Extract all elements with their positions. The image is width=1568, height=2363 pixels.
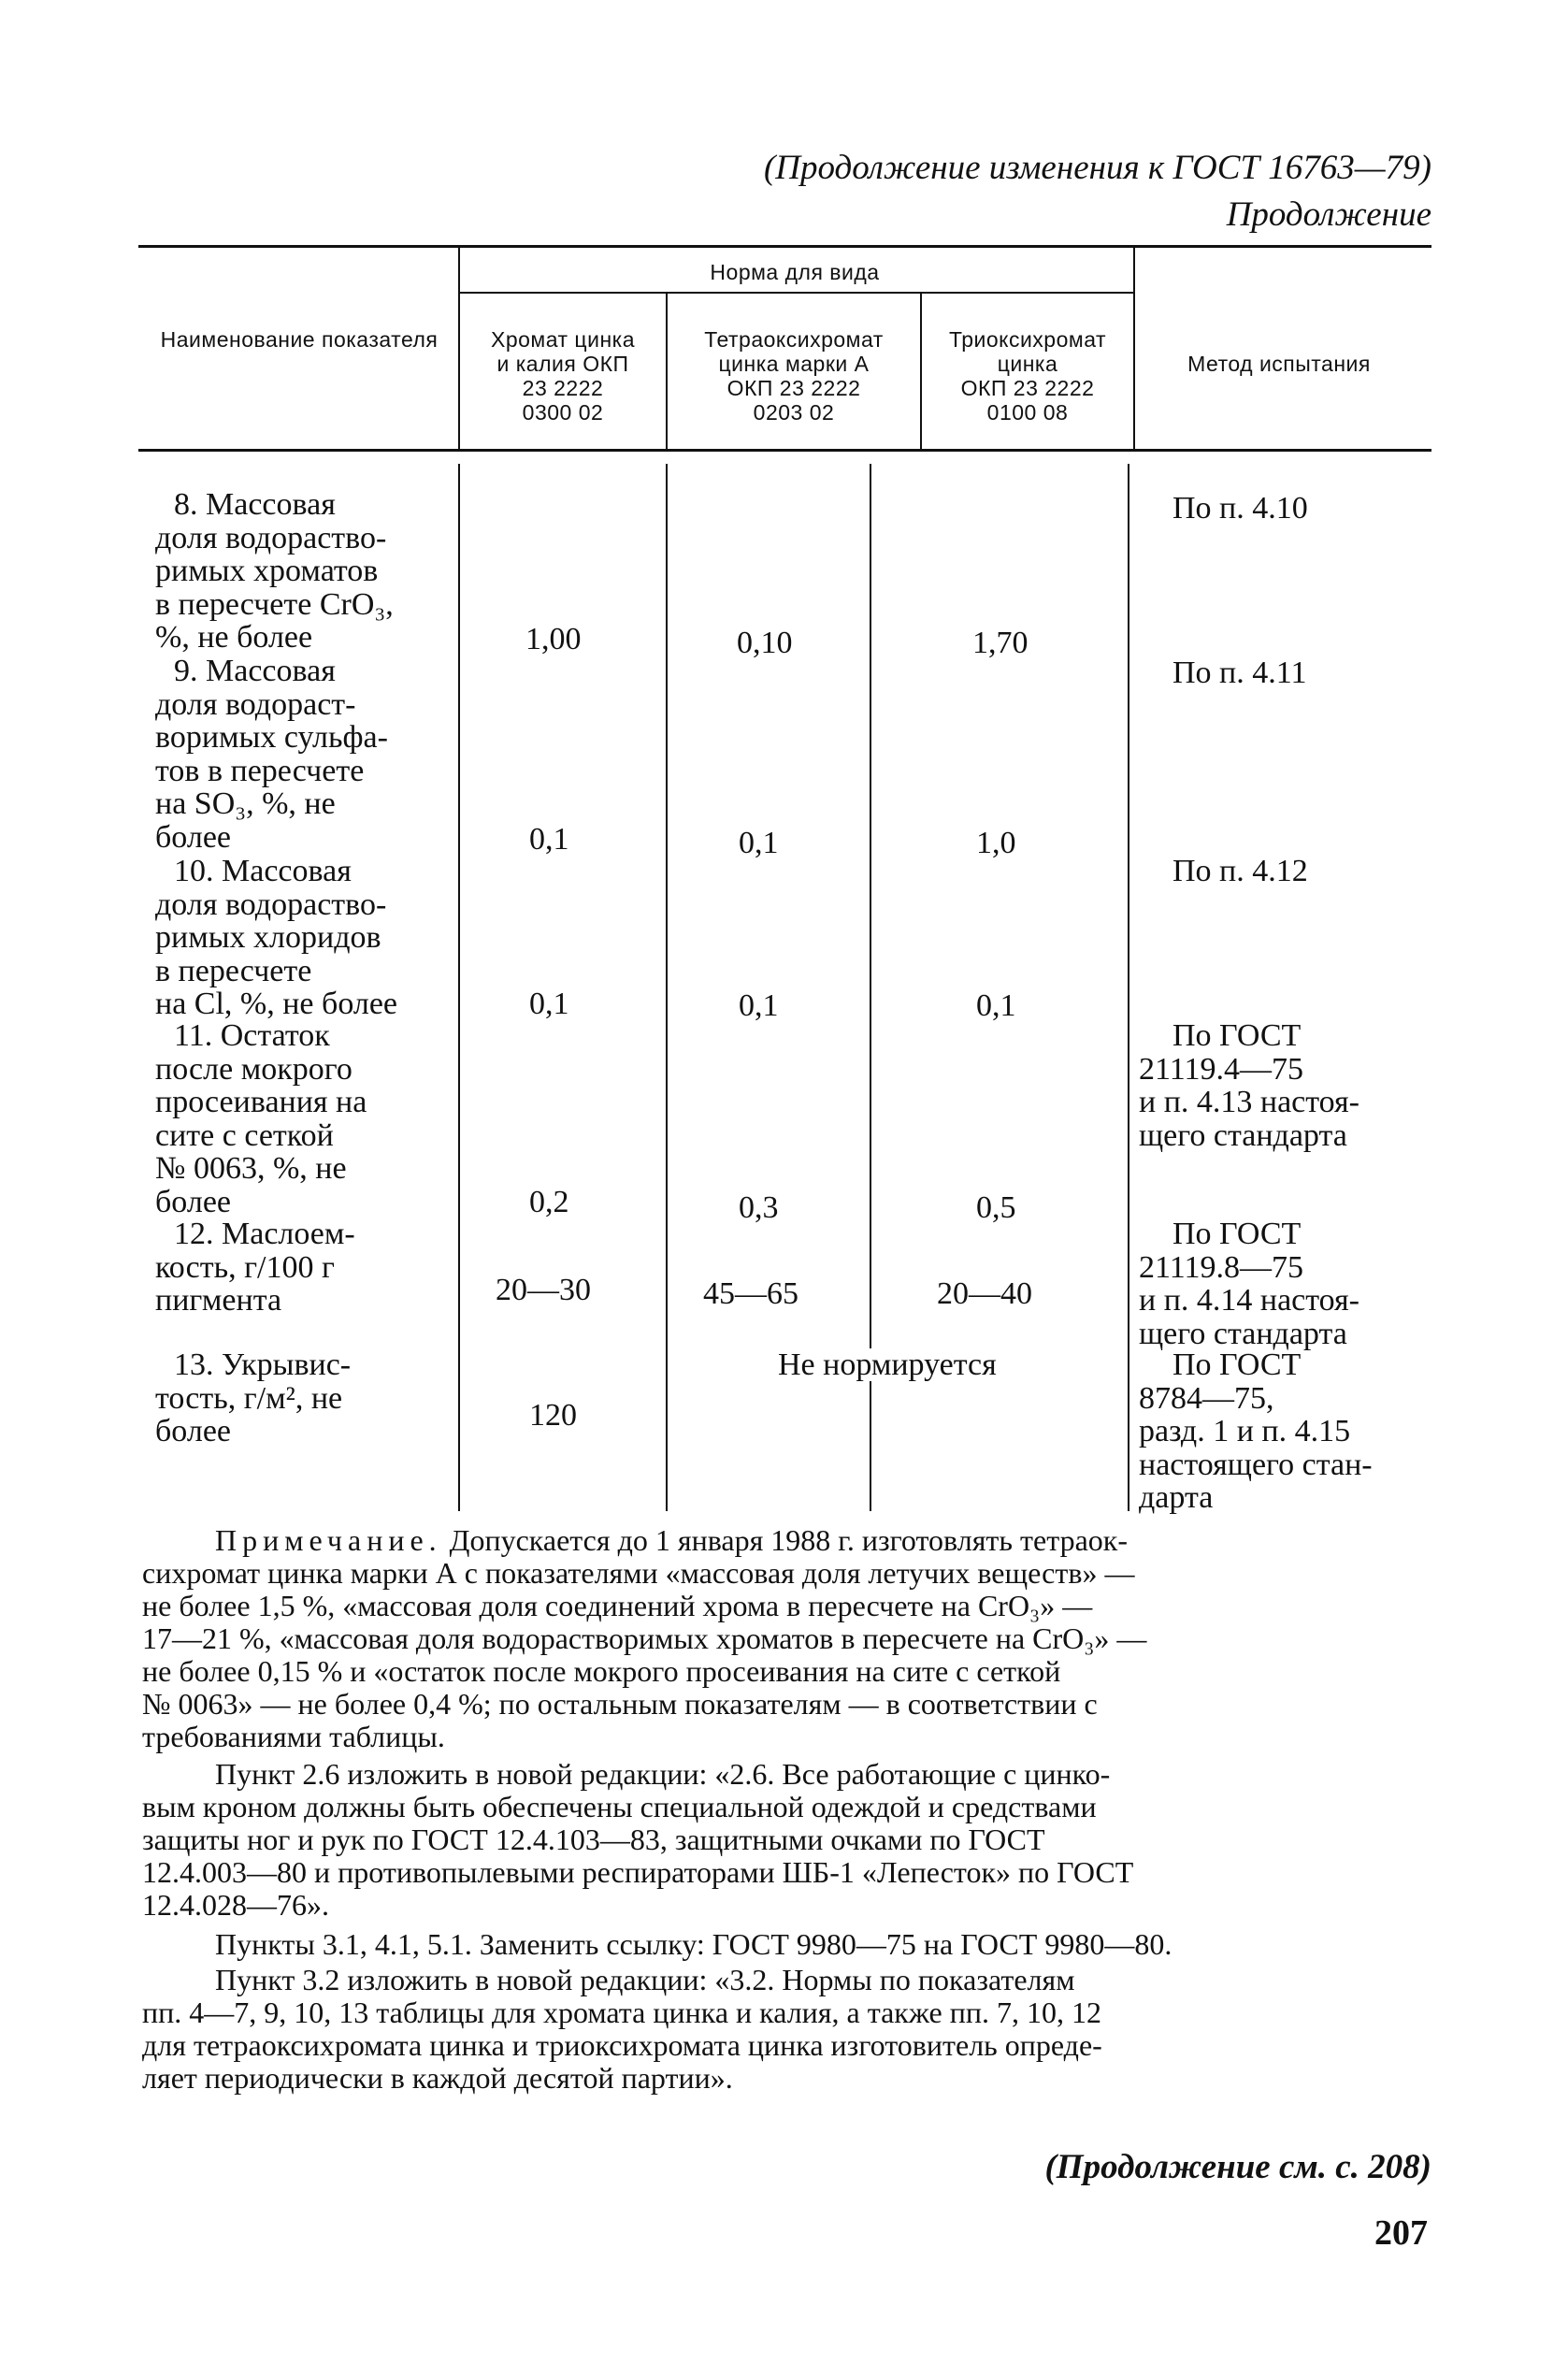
row-8-name: 8. Массовая доля водораство- римых хроматов в пересчете CrO₃, %, не более [155,487,394,655]
row-11-col-c: 0,5 [976,1190,1016,1225]
continuation-subtitle: Продолжение [1226,195,1431,234]
row-9-method: По п. 4.11 [1172,656,1307,690]
row-12-method: По ГОСТ 21119.8—75 и п. 4.14 настоя- щего стандарта [1139,1217,1359,1351]
paragraph-3-2: Пункт 3.2 изложить в новой редакции: «3.2. Нормы по показателям пп. 4—7, 9, 10, 13 таблицы для хромата цинка и калия, а также пп. 7, 10, 12 для тетраоксихромата цинка и триоксихромата цинка изготовитель опреде- ляет периодически в каждой десятой партии». [142,1963,1102,2095]
paragraph-3-1: Пункты 3.1, 4.1, 5.1. Заменить ссылку: ГОСТ 9980—75 на ГОСТ 9980—80. [215,1927,1172,1961]
header-divider [1133,247,1135,449]
row-11-col-b: 0,3 [739,1190,779,1225]
row-8-col-b: 0,10 [737,626,793,660]
row-13-name: 13. Укрывис- тость, г/м², не более [155,1347,352,1448]
header-divider [666,294,668,449]
header-norm-group: Норма для вида [710,260,880,284]
row-12-col-c: 20—40 [937,1276,1032,1311]
header-divider [458,247,460,449]
row-12-col-a: 20—30 [496,1273,591,1307]
header-divider [920,294,922,449]
row-9-col-b: 0,1 [739,826,779,860]
row-12-name: 12. Маслоем- кость, г/100 г пигмента [155,1217,355,1318]
row-9-col-c: 1,0 [976,826,1016,860]
row-13-not-normalized: Не нормируется [778,1347,997,1382]
row-10-col-c: 0,1 [976,988,1016,1023]
row-8-col-a: 1,00 [525,622,582,656]
row-13-method: По ГОСТ 8784—75, разд. 1 и п. 4.15 настоящего стан- дарта [1139,1347,1373,1515]
row-9-name: 9. Массовая доля водораст- воримых сульфа- тов в пересчете на SO₃, %, не более [155,654,388,855]
row-11-col-a: 0,2 [529,1185,569,1219]
header-name: Наименование показателя [160,327,439,352]
norm-group-rule [458,292,1133,294]
header-col-c: Триоксихромат цинка ОКП 23 2222 0100 08 [948,327,1107,425]
header-col-b: Тетраоксихромат цинка марки А ОКП 23 2222 0203 02 [704,327,884,425]
row-12-col-b: 45—65 [703,1276,798,1311]
continued-note: (Продолжение см. с. 208) [1044,2148,1431,2186]
row-10-col-a: 0,1 [529,987,569,1021]
header-col-a: Хромат цинка и калия ОКП 23 2222 0300 02 [490,327,636,425]
row-10-col-b: 0,1 [739,988,779,1023]
paragraph-2-6: Пункт 2.6 изложить в новой редакции: «2.6. Все работающие с цинко- вым кроном должны быть обеспечены специальной одеждой и средствами защиты ног и рук по ГОСТ 12.4.103—83, защитными очками по ГОСТ 12.4.003—80 и противопылевыми респираторами ШБ-1 «Лепесток» по ГОСТ 12.4.028—76». [142,1757,1134,1922]
header-method: Метод испытания [1187,352,1371,376]
table-top-rule [138,245,1431,248]
row-9-col-a: 0,1 [529,822,569,857]
continuation-header: (Продолжение изменения к ГОСТ 16763—79) [763,149,1431,187]
body-divider [1128,464,1129,1511]
row-11-name: 11. Остаток после мокрого просеивания на сите с сеткой № 0063, %, не более [155,1018,367,1219]
row-13-col-a: 120 [529,1398,577,1433]
page-number: 207 [1374,2213,1428,2253]
row-10-method: По п. 4.12 [1172,854,1308,888]
row-8-method: По п. 4.10 [1172,491,1308,526]
row-8-col-c: 1,70 [972,626,1029,660]
row-10-name: 10. Массовая доля водораство- римых хлоридов в пересчете на Cl, %, не более [155,854,398,1021]
body-divider [666,464,668,1511]
note-label: Примечание. [215,1523,442,1557]
header-bottom-rule [138,449,1431,452]
table-note: Примечание. Допускается до 1 января 1988 г. изготовлять тетраок- сихромат цинка марки А с показателями «массовая доля летучих веществ» — не более 1,5 %, «массовая доля соединений хрома в пересчете на CrO₃» — 17—21 %, «массовая доля водорастворимых хроматов в пересчете на CrO₃» — не более 0,15 % и «остаток после мокрого просеивания на сите с сеткой № 0063» — не более 0,4 %; по остальным показателям — в соответствии с требованиями таблицы. [142,1523,1147,1753]
row-11-method: По ГОСТ 21119.4—75 и п. 4.13 настоя- щего стандарта [1139,1018,1359,1153]
body-divider [458,464,460,1511]
